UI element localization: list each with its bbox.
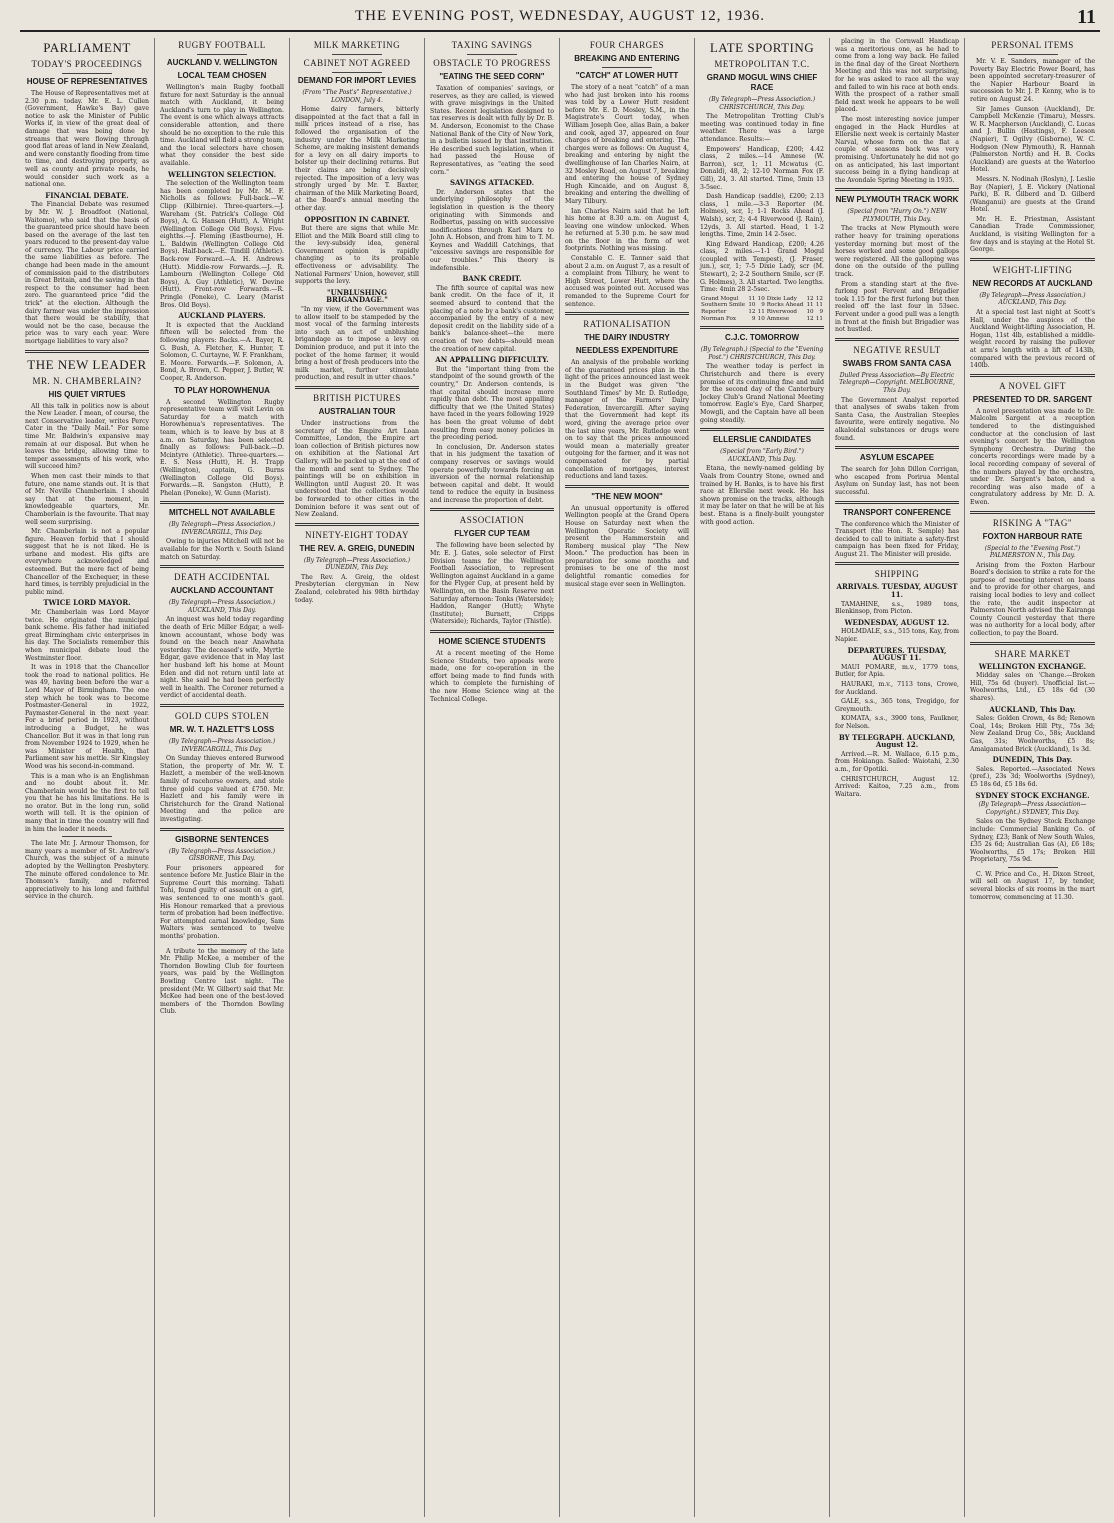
section-heading: DUNEDIN, This Day. (992, 755, 1073, 765)
results-cell: 12 (815, 295, 823, 302)
divider (835, 338, 959, 341)
column-four-charges (560, 38, 695, 1517)
article-paragraph: When men cast their minds to that future, one name stands out. It is that of Mr. Neville Chamberlain. I should say that at the moment, in knowledgeable quarters, Mr. Chamberlain is the favourite. That may well seem surprising. (25, 472, 149, 526)
article-paragraph: Midday sales on 'Change.—Broken Hill, 75s 6d (buyer). Unofficial list.—Woolworths, Ltd., £5 18s 6d (30 shares). (970, 672, 1095, 702)
section-heading: AUCKLAND PLAYERS. (178, 311, 266, 321)
headline-gisborne: GISBORNE SENTENCES (175, 834, 269, 844)
subhead-chamberlain: MR. N. CHAMBERLAIN? (32, 375, 142, 386)
article-paragraph: Mr. V. E. Sanders, manager of the Poverty Bay Electric Power Board, has been appointed secretary-treasurer of the Napier Harbour Board in succession to Mr. J. P. Kenny, who is to retire on August 24. (970, 58, 1095, 103)
headline-ellerslie: ELLERSLIE CANDIDATES (712, 435, 812, 445)
subhead-accountant: AUCKLAND ACCOUNTANT (170, 586, 274, 596)
article-paragraph: Messrs. N. Nodinah (Roslyn), J. Leslie Bay (Napier), J. E. Vickery (National Park), B. R. Gilberd and D. Gilberd (Wanganui) are guests at the Grand Hotel. (970, 175, 1095, 214)
headline-weight-lifting: WEIGHT-LIFTING (992, 264, 1073, 275)
article-paragraph: Taxation of companies' savings, or reserves, as they are called, is viewed with grave misgivings in the United States. Recent legislation designed to tax reserves is dealt with fully by Dr. B. M. Anderson, Economist to the Chase National Bank of the City of New York, in a bulletin issued by that institution. He described such legislation, when it had passed the House of Representatives, as "eating the seed corn." (430, 85, 554, 176)
article-paragraph: The Metropolitan Trotting Club's meeting was continued today in fine weather. There was a large attendance. Results:— (700, 113, 824, 143)
headline-parliament: PARLIAMENT (43, 40, 131, 55)
divider (430, 508, 554, 511)
dateline: Dulled Press Association—By Electric Telegraph—Copyright. MELBOURNE, This Day. (839, 371, 955, 394)
results-cell: Dixie Lady (766, 295, 797, 302)
headline-death-accidental: DEATH ACCIDENTAL (173, 572, 271, 583)
results-cell: 9 (751, 315, 756, 322)
masthead (20, 6, 1100, 32)
headline-new-leader: THE NEW LEADER (27, 356, 147, 372)
shipping-heading: DEPARTURES. TUESDAY, AUGUST 11. (847, 645, 947, 663)
article-paragraph: A tribute to the memory of the late Mr. Philip McKee, a member of the Thorndon Bowling Club for fourteen years, was paid by the Wellington Bowling Centre last night. The president (Mr. W. Gilbert) said that Mr. McKee had been one of the best-loved members of the Thorndon Bowling Club. (160, 947, 284, 1016)
shipping-entry: TAMAHINE, s.s., 1989 tons, Blenkinsop, from Picton. (835, 600, 959, 616)
subhead-catch: "CATCH" AT LOWER HUTT (575, 71, 679, 80)
subhead-obstacle: OBSTACLE TO PROGRESS (433, 58, 551, 68)
divider (970, 511, 1095, 514)
subhead-dairy: THE DAIRY INDUSTRY (584, 333, 670, 343)
article-paragraph: King Edward Handicap, £200; 4.26 class, 2 miles.—1-1 Grand Mogul (coupled with Tempest), (J. Fraser, jun.), scr, 1; 7-5 Dixie Lady, scr (M. Stewart), 2; 2-2 Southern Smile, scr (F. G. Holmes), 3. All started. Two lengths. Time: 4min 28 2-5sec. (700, 240, 824, 294)
divider (197, 944, 247, 945)
headline-british-pictures: BRITISH PICTURES (313, 392, 401, 403)
divider (25, 350, 149, 353)
dateline: (By Telegraph—Press Association.) AUCKLAND, This Day. (979, 291, 1086, 307)
column-personal-items (965, 38, 1100, 1517)
article-paragraph: The story of a neat "catch" of a man who had just broken into his rooms was told by a Lower Hutt resident before Mr. E. D. Mosley, S.M., in the Magistrate's Court today, when William Joseph Gee, alias Bain, a baker and cook, aged 37, appeared on four charges of breaking and entering. The charges were as follows: On August 4, breaking and entering by night the dwellinghouse of Ian Charles Nairn, at 32 Mosley Road, on August 7, breaking and entering the house of Sydney Hugh Kincaide, and on August 8, breaking and entering the dwelling of Mary Tilbury. (565, 84, 689, 205)
article-paragraph: Owing to injuries Mitchell will not be available for the North v. South Island match on Saturday. (160, 538, 284, 561)
divider (700, 428, 824, 431)
headline-ninety-eight: NINETY-EIGHT TODAY (305, 529, 409, 540)
divider (565, 485, 689, 488)
divider (970, 642, 1095, 645)
results-cell: Reporter (701, 309, 727, 316)
dateline: (By Telegraph—Press Association.) DUNEDIN, This Day. (303, 556, 411, 572)
results-cell: 10 (748, 302, 756, 309)
divider (160, 565, 284, 568)
article-paragraph: It was in 1918 that the Chancellor took the road to national politics. He was 49, having been before the war a Lord Mayor of Birmingham. The one step which he took was to become Postmaster-General in 1922, Paymaster-General in the next year. For a brief period in 1923, without introducing a Budget, he was Chancellor. But it was in that long run from November 1924 to 1929, when he was Minister of Health, that Parliament saw his mettle. Sir Kingsley Wood was his second-in-command. (25, 664, 149, 770)
subhead-sargent: PRESENTED TO DR. SARGENT (972, 394, 1093, 404)
headline-mitchell: MITCHELL NOT AVAILABLE (169, 508, 275, 518)
article-paragraph: But the "important thing from the standpoint of the sound growth of the country," Dr. Anderson contends, is that capital should increase more rapidly than debt. The most appalling difficulty that we (the United States) have faced in the years following 1929 has been the great volume of debt resulting from easy money policies in the preceding period. (430, 365, 554, 442)
column-parliament (20, 38, 155, 1517)
results-cell: 11 (757, 309, 765, 316)
dateline: (By Telegraph—Press Association.) CHRISTCHURCH, This Day. (708, 96, 816, 111)
article-paragraph: Dash Handicap (saddle), £200; 2.13 class, 1 mile.—3-3 Reporter (M. Holmes), scr, 1; 1-1 Rocks Ahead (J. Walsh), scr, 2; 4-4 Riverwood (J. Rain), 12yds, 3. All started. Head, 1 1-2 lengths. Time, 2min 14 2-5sec. (700, 193, 824, 239)
article-paragraph: The fifth source of capital was new bank credit. On the face of it, it seemed absurd to contend that the placing of a note by a bank's customer, accompanied by the entry of a new deposit credit on the liability side of a bank's balance-sheet—the mere creation of two debts—should mean the creation of new capital. (430, 284, 554, 353)
headline-novel-gift: A NOVEL GIFT (999, 380, 1066, 391)
dateline: (By Telegraph—Press Association.) INVERCARGILL, This Day. (168, 737, 276, 753)
shipping-entry: CHRISTCHURCH, August 12. Arrived: Kaitoa, 7.25 a.m., from Waitara. (835, 775, 959, 798)
headline-association: ASSOCIATION (459, 515, 525, 526)
article-paragraph: Sales. Reported.—Associated News (pref.), 23s 3d; Woolworths (Sydney), £5 18s 6d, £5 18s 6d. (970, 765, 1095, 788)
headline-new-plymouth: NEW PLYMOUTH TRACK WORK (835, 195, 959, 205)
divider (602, 67, 652, 68)
article-paragraph: "In my view, if the Government was to allow itself to be stampeded by the most vocal of the farming interests into such an act of unblushing brigandage as to impose a levy on Dominion produce, and put it into the pocket of the home farmer, it would bring a host of fresh producers into the milk market, further stimulate production, and result in utter chaos." (295, 306, 419, 382)
article-paragraph: Sir James Gunson (Auckland), Dr. Campbell McKenzie (Timaru), Messrs. W. R. Macpherson (Auckland), C. Lucas and J. Bullin (Hastings), F. Leeson (Napier), T. Ogilvy (Gisborne), W. C. Hodgson (New Plymouth), R. Hannah (Palmerston North) and H. B. Cocks (Auckland) are guests at the Waterloo Hotel. (970, 105, 1095, 174)
results-cell: 12 (806, 295, 814, 302)
section-heading: WELLINGTON EXCHANGE. (978, 661, 1087, 671)
results-cell: 10 (757, 315, 765, 322)
column-sporting-cont (830, 38, 965, 1517)
results-cell: 11 (815, 315, 823, 322)
subhead-team-chosen: LOCAL TEAM CHOSEN (177, 71, 267, 80)
column-late-sporting (695, 38, 830, 1517)
shipping-entry: MAUI POMARE, m.v., 1779 tons, Butler, for Apia. (835, 663, 959, 679)
article-paragraph: The late Mr. J. Armour Thomson, for many years a member of St. Andrew's Church, was the subject of a minute adopted by the Wellington Presbytery. The minute offered condolence to Mr. Thomson's family, and referred appreciatively to his long and faithful service in the church. (25, 840, 149, 901)
headline-milk-marketing: MILK MARKETING (313, 40, 401, 50)
dateline: (Special to the "Evening Post.") PALMERSTON N., This Day. (984, 544, 1081, 560)
headline-personal-items: PERSONAL ITEMS (991, 40, 1074, 50)
article-paragraph: The conference which the Minister of Transport (the Hon. R. Semple) has decided to call to initiate a safety-first campaign has been fixed for Friday, August 21. The Minister will preside. (835, 520, 959, 558)
dateline: (By Telegraph—Press Association.) GISBORNE, This Day. (168, 847, 276, 863)
results-cell: Riverwood (766, 309, 798, 316)
headline-risking-tag: RISKING A "TAG" (992, 517, 1073, 528)
headline-share-market: SHARE MARKET (994, 648, 1071, 659)
column-milk (290, 38, 425, 1517)
divider (565, 312, 689, 315)
article-paragraph: Dr. Anderson states that the underlying philosophy of the legislation in question is the theory originating with Simmonds and Rodbertus, passing on with successive modifications through Karl Marx to John A. Hobson, and from him to T. M. Keynes and Waddill Catchings, that "excessive savings are responsible for our troubles." This theory is indefensible. (430, 188, 554, 272)
subhead-todays-proceedings: TODAY'S PROCEEDINGS (31, 59, 143, 69)
article-paragraph: Arising from the Foxton Harbour Board's decision to strike a rate for the purpose of meeting interest on loans and to provide for other charges, and raising local bodies to levy and collect the rate, the audit inspector at Palmerston North advised the Kairanga County Council yesterday that there was no authority for a local body, after collection, to pay the Board. (970, 561, 1095, 638)
article-paragraph: The weather today is perfect in Christchurch and there is every promise of its continuing fine and mild for the second day of the Canterbury Jockey Club's Grand National Meeting tomorrow. Eagle's Eye, Card Sharper, Mowgli, and the Captain have all been going steadily. (700, 363, 824, 424)
article-paragraph: placing in the Cornwall Handicap was a meritorious one, as he had to come from a long way back. He failed in the final day of the Great Northern Meeting and this was not surprising, for he was asked to race all the way and failed to win his race at both ends. With the prospect of a rather small field next week he appears to be well placed. (835, 38, 959, 114)
dateline: (By Telegraph—Press Association.) AUCKLAND, This Day. (168, 599, 276, 614)
results-cell: 9 (819, 309, 823, 316)
dateline: (By Telegraph—Press Association—Copyright.) SYDNEY, This Day. (978, 801, 1087, 816)
article-paragraph: Wellington's main Rugby football fixture for next Saturday is the annual match with Auckland, it being Auckland's turn to play in Wellington. The event is one which always attracts considerable attention, and there should be no exception to the rule this time. Auckland will field a strong team, and the local selectors have chosen what they consider the best side available. (160, 84, 284, 167)
results-cell: 10 (806, 309, 814, 316)
article-paragraph: Ian Charles Nairn said that he left his home at 8.30 a.m. on August 4, leaving one window unlocked. When he returned at 5.30 p.m. he saw mud on the floor in the form of wet footprints. Nothing was missing. (565, 207, 689, 253)
article-paragraph: The Government Analyst reported that analyses of swabs taken from Santa Casa, the Australian Steeples favourite, were entirely negative. No alkaloidal substances or drugs were found. (835, 396, 959, 442)
subhead-import-levies: DEMAND FOR IMPORT LEVIES (297, 76, 417, 85)
article-paragraph: The search for John Dillon Corrigan, who escaped from Porirua Mental Asylum on Sunday last, has not been successful. (835, 466, 959, 496)
subhead-santa-casa: SWABS FROM SANTA CASA (842, 358, 952, 368)
section-heading: SAVINGS ATTACKED. (449, 178, 535, 188)
article-paragraph: Constable C. E. Tanner said that about 2 a.m. on August 7, as a result of a complaint from Tilbury, he went to High Street, Lower Hutt, where the accused was pointed out. Accused was remanded to the Supreme Court for sentence. (565, 255, 689, 308)
shipping-heading: WEDNESDAY, AUGUST 12. (844, 617, 950, 627)
section-heading: AN APPALLING DIFFICULTY. (435, 355, 549, 365)
subhead-needless: NEEDLESS EXPENDITURE (575, 346, 679, 356)
headline-taxing-savings: TAXING SAVINGS (451, 40, 533, 50)
divider (835, 446, 959, 449)
subhead-seed-corn: "EATING THE SEED CORN" (439, 72, 545, 81)
results-cell: 9 (761, 302, 765, 309)
headline-rationalisation: RATIONALISATION (583, 319, 671, 330)
section-heading: BANK CREDIT. (462, 274, 522, 284)
subhead-new-records: NEW RECORDS AT AUCKLAND (972, 278, 1093, 288)
results-row (700, 302, 824, 309)
results-cell: 12 (748, 309, 756, 316)
article-paragraph: The selection of the Wellington team has been completed by Mr. M. F. Nicholls as follows: Full-back.—W. Clipp (Kilbirnie). Three-quarters.—J. Wareham (St. Patrick's College Old Boys), A. G. Hansen (Hutt), A. Wright (Wellington College Old Boys). Five-eighths.—J. Fleming (Eastbourne), H. L. Baldwin (Wellington College Old Boys). Half-back.—E. Tindill (Athletic). Back-row Forward.—A. H. Andrews (Hutt). Middle-row Forwards.—J. R. Lambourn (Wellington College Old Boys), A. Guy (Athletic), W. Devine (Hutt). Front-row Forwards.—R. Pringle (Poneke), C. Leary (Marist Bros. Old Boys). (160, 180, 284, 309)
subhead-house: HOUSE OF REPRESENTATIVES (26, 77, 148, 86)
shipping-entry: HAURAKI, m.v., 7113 tons, Crowe, for Auckland. (835, 681, 959, 696)
results-row (700, 316, 824, 323)
headline-asylum: ASYLUM ESCAPEE (859, 453, 935, 463)
article-paragraph: An unusual opportunity is offered Wellington people at the Grand Opera House on Saturday next when the Wellington Operatic Society will present the Hammerstein and Romberg musical play "The New Moon." The production has been in preparation for some months and promises to be one of the most delightful romantic comedies for musical stage ever seen in Wellington. (565, 504, 689, 588)
headline-new-moon: "THE NEW MOON" (591, 491, 663, 501)
headline-four-charges: FOUR CHARGES (589, 40, 665, 50)
subhead-breaking-entering: BREAKING AND ENTERING (574, 54, 680, 63)
article-paragraph: Empowers' Handicap, £200; 4.42 class, 2 miles.—14 Amnese (W. Barron), scr, 1; 11 Mcwatus (C. Donald), 48, 2; 12-10 Norman Fox (F. Gill), 24, 3. All started. Time, 5min 13 3-5sec. (700, 145, 824, 191)
article-paragraph: The most interesting novice jumper engaged in the Hack Hurdles at Ellerslie next week is certainly Master Narval, whose form on the flat a couple of seasons back was very promising. Unfortunately he did not go on as anticipated, his last important success being in a flying handicap at the Avondale Spring Meeting in 1935. (835, 115, 959, 184)
article-paragraph: An analysis of the probable working of the guaranteed prices plan in the light of the prices announced last week in the Budget was given "the Southland Times" by Mr. D. Rutledge, manager of the Farmers' Dairy Federation, Invercargill. After saying that the Government had kept its word, giving the average price over the last nine years, Mr. Rutledge went on to say that the prices announced would mean a materially greater outgoing for the farmer, and it was not compensated for by partial cancellation of mortgages, interest reductions and land taxes. (565, 359, 689, 481)
divider (835, 501, 959, 504)
article-paragraph: But there are signs that while Mr. Elliot and the Milk Board still cling to the levy-subsidy idea, general Government opinion is rapidly changing as to its probable effectiveness or advisability. The National Farmers' Union, however, still supports the levy. (295, 225, 419, 286)
dateline: (Special from "Hurry On.") NEW PLYMOUTH, This Day. (847, 208, 947, 223)
headline-transport: TRANSPORT CONFERENCE (842, 507, 951, 517)
results-table (700, 296, 824, 322)
divider (62, 73, 112, 74)
results-cell: 10 (757, 295, 765, 302)
article-paragraph: It is expected that the Auckland fifteen will be selected from the following players: Backs.—A. Bayer, R. G. Bush, A. Fletcher, K. Hunter, T. Solomon, C. Curtayne, W. F. Frankham, E. Moore. Forwards.—F. Solomon, A. Bond, A. Brown, C. Pepper, J. Butler, W. Cooper, R. Anderson. (160, 321, 284, 382)
shipping-heading: BY TELEGRAPH. AUCKLAND, August 12. (838, 732, 956, 750)
headline-late-sporting: LATE SPORTING (709, 40, 815, 55)
article-paragraph: The Rev. A. Greig, the oldest Presbyterian clergyman in New Zealand, celebrated his 98th birthday today. (295, 573, 419, 604)
subhead-cabinet: CABINET NOT AGREED (303, 58, 411, 68)
subhead-foxton: FOXTON HARBOUR RATE (982, 531, 1083, 541)
article-paragraph: Under instructions from the secretary of the Empire Art Loan Committee, London, the Empire art loan collection of British pictures now on exhibition at the National Art Gallery, will be packed up at the end of the month and sent to Sydney. The paintings will be on exhibition in Wellington until August 20. It was understood that the collection would be forwarded to other cities in the Dominion before it was sent out of New Zealand. (295, 419, 419, 519)
divider (835, 188, 959, 191)
subhead-greig: THE REV. A. GREIG, DUNEDIN (299, 543, 415, 553)
section-heading: SYDNEY STOCK EXCHANGE. (975, 790, 1090, 800)
divider (430, 630, 554, 633)
divider (332, 72, 382, 73)
article-paragraph: Home dairy farmers, bitterly disappointed at the fact that a fall in milk prices instead of a rise, has followed the organisation of the industry under the Milk Marketing Scheme, are making insistent demands for a levy on all dairy imports to bolster up their declining returns. But their claims are being decisively rejected. The imposition of a levy was strongly urged by Mr. T. Baxter, chairman of the Milk Marketing Board, at the Board's annual meeting the other day. (295, 106, 419, 212)
masthead-title: THE EVENING POST, WEDNESDAY, AUGUST 12, 1936. (354, 8, 766, 24)
article-paragraph: At a recent meeting of the Home Science Students, two appeals were made, one for co-operation in the effort being made to find funds with which to complete the furnishing of the new Home Science wing at the Technical College. (430, 650, 554, 703)
subhead-grand-mogul: GRAND MOGUL WINS CHIEF RACE (706, 73, 818, 92)
divider (970, 374, 1095, 377)
divider (700, 326, 824, 329)
results-row (700, 296, 824, 303)
section-heading: AUCKLAND, This Day. (989, 704, 1076, 714)
divider (160, 704, 284, 707)
headline-negative-result: NEGATIVE RESULT (853, 344, 941, 355)
article-paragraph: The tracks at New Plymouth were rather heavy for training operations yesterday morning but most of the horses worked and some good gallops were registered. All the galloping was done on the outside of the pulling track. (835, 225, 959, 279)
results-cell: Norman Fox (701, 315, 737, 322)
shipping-entry: HOLMDALE, s.s., 515 tons, Kay, from Napier. (835, 628, 959, 644)
article-paragraph: Sales: Golden Crown, 4s 8d; Renown Coal, 14s; Broken Hill Pty., 75s 3d; New Zealand Drug Co., 58s; Auckland Gas, 31s; Woolworths, £5 8s; Amalgamated Brick (Auckland), 1s 3d. (970, 715, 1095, 753)
results-cell: Southern Smile (701, 302, 746, 309)
divider (160, 828, 284, 831)
dateline: (By Telegraph.) (Special to the "Evening Post.") CHRISTCHURCH, This Day. (700, 346, 824, 361)
article-paragraph: The following have been selected by Mr. E. J. Gates, sole selector of First Division teams for the Wellington Football Association, to represent Wellington against Auckland in a game for the Flyger Cup, at present held by Wellington, on the Basin Reserve next Saturday afternoon: Tonks (Waterside); Haddon, Ranger (Hutt); Whyte (Institute); Burnett, Cripps (Waterside); Richards, Taylor (Thistle). (430, 542, 554, 626)
article-paragraph: From a standing start at the five-furlong post Fervent and Brigadier took 1.15 for the first furlong but then reeled off the last four in 53sec. Fervent under a good pull was a length in front at the finish but Brigadier was not hustled. (835, 280, 959, 334)
shipping-heading: ARRIVALS. TUESDAY, AUGUST 11. (836, 582, 958, 600)
divider (467, 54, 517, 55)
section-heading: "UNBLUSHING BRIGANDAGE." (326, 287, 388, 305)
article-paragraph: A second Wellington Rugby representative team will visit Levin on Saturday for a match with Horowhenua's representatives. The team, which is to leave by bus at 8 a.m. on Saturday, has been selected finally as follows: Full-back.—D. Mcintyre (Athletic). Three-quarters.—E. S. Ness (Hutt), H. H. Trapp (Wellington), captain, G. Burns (Wellington College Old Boys). Forwards.—R. Sangston (Hutt), P. Phelan (Poneke), W. Gunn (Marist). (160, 398, 284, 497)
subhead-hazlett: MR. W. T. HAZLETT'S LOSS (169, 724, 275, 734)
headline-shipping: SHIPPING (874, 569, 920, 580)
results-cell: 11 (748, 295, 756, 302)
results-cell: 11 (806, 302, 814, 309)
article-paragraph: C. W. Price and Co., H. Dixon Street, will sell on August 17, by tender, several blocks of six rooms in the mart tomorrow, commencing at 11.30. (970, 870, 1095, 901)
article-paragraph: Mr. H. E. Priestman, Assistant Canadian Trade Commissioner, Auckland, is visiting Wellington for a few days and is staying at the Hotel St. George. (970, 215, 1095, 254)
article-paragraph: This is a man who is an Englishman and no doubt about it. Mr. Chamberlain would be the first to tell you that he has his limitations. He is no orator. But in the long run, solid worth will tell. It is the opinion of many that in time the country will find in him the leader it needs. (25, 772, 149, 833)
divider (332, 54, 382, 55)
subhead-australian-tour: AUSTRALIAN TOUR (318, 406, 396, 416)
shipping-entry: KOMATA, s.s., 3900 tons, Faulkner, for Nelson. (835, 715, 959, 730)
subhead-quiet-virtues: HIS QUIET VIRTUES (48, 389, 126, 399)
article-paragraph: All this talk in politics now is about the New Leader. I mean, of course, the next Conservative leader, writes Percy Cater in the "Daily Mail." For some time Mr. Baldwin's expansive may remain at our disposal. But when he leaves the bridge, allowing time to temper assessments of his work, who will succeed him? (25, 402, 149, 471)
article-paragraph: Mr. Chamberlain was Lord Mayor twice. He originated the municipal bank scheme. His father had initiated great Birmingham civic enterprises in his day. The Socialists remember this when municipal debate loud the Westminster floor. (25, 609, 149, 662)
headline-horowhenua: TO PLAY HOROWHENUA (174, 385, 270, 395)
article-paragraph: Mr. Chamberlain is not a popular figure. Heaven forbid that I should suggest that he is not liked. He is urbane and modest. His gifts are everywhere acknowledged and esteemed. But the mere fact of being Chancellor of the Exchequer, in these hard times, is terribly prejudicial in the public mind. (25, 528, 149, 596)
shipping-entry: Arrived.—R. M. Wallace, 6.15 p.m., from Hokianga. Sailed: Waiotahi, 2.30 a.m., for Opotiki. (835, 750, 959, 773)
divider (1008, 54, 1058, 55)
divider (160, 501, 284, 504)
page-number: 11 (1077, 6, 1096, 28)
divider (835, 562, 959, 565)
article-paragraph: The House of Representatives met at 2.30 p.m. today. Mr. E. L. Cullen (Government, Hawke's Bay) gave notice to ask the Minister of Public Works if, in view of the great deal of damage that was being done by streams that were flowing through good flat areas of land in New Zealand, and were constantly flooding from time to time, and destroying property, as well as county and private roads, he would consider such work as a national one. (25, 90, 149, 189)
headline-gold-cups: GOLD CUPS STOLEN (174, 710, 270, 721)
divider (62, 836, 112, 837)
results-cell: 11 (815, 302, 823, 309)
divider (295, 386, 419, 389)
results-cell: 12 (806, 315, 814, 322)
divider (970, 258, 1095, 261)
article-paragraph: At a special test last night at Scott's Hall, under the auspices of the Auckland Weight-lifting Association, H. Hogan, 11st 4lb, established a middle-weight record by raising the pullover at arm's length with a lift of 143lb, compared with the previous record of 140lb. (970, 309, 1095, 370)
section-heading: WELLINGTON SELECTION. (167, 169, 277, 179)
article-paragraph: Sales on the Sydney Stock Exchange include: Commercial Banking Co. of Sydney, £23; Bank of New South Wales, £35 2s 6d; Australian Gas (A), £6 18s; Woolworths, £5 17s; Broken Hill Proprietary, 75s 9d. (970, 818, 1095, 864)
divider (197, 54, 247, 55)
headline-rugby: RUGBY FOOTBALL (178, 40, 266, 50)
article-paragraph: On Sunday thieves entered Burwood Station, the property of Mr. W. T. Hazlett, a member of the well-known family of racehorse owners, and stole three gold cups valued at £750. Mr. Hazlett and his family were in Christchurch for the Grand National Meeting and the police are investigating. (160, 755, 284, 823)
headline-cjc-tomorrow: C.J.C. TOMORROW (724, 333, 800, 343)
article-paragraph: The Financial Debate was resumed by Mr. W. J. Broadfoot (National, Waitomo), who said that the basis of the guaranteed price should have been based on the average of the last ten years reduced to the present-day value of currency. The Labour price carried the same liabilities as before. The change had been made in the amount of commission paid to the distributors in Great Britain, and the saving in that respect to the consumer had been zero. The guaranteed price "did the trick" at the election. Although the dairy farmer was under the impression that there would be stability, that would not be the case, because the price was to vary each year. Were mortgage liabilities to vary also? (25, 201, 149, 345)
results-cell: Amnese (766, 315, 790, 322)
article-paragraph: Four prisoners appeared for sentence before Mr. Justice Blair in the Supreme Court this morning. Tahati Tohi, found guilty of assault on a girl, was sentenced to one month's gaol. His Honour remarked that a previous term of probation had been ineffective. For attempted carnal knowledge, Sam Walters was sentenced to twelve months' probation. (160, 864, 284, 941)
article-paragraph: An inquest was held today regarding the death of Eric Miller Edgar, a well-known accountant, whose body was found on the beach near Anawhata yesterday. The deceased's wife, Myrtle Edgar, gave evidence that in May last her husband left his home at Mount Eden and did not return until late at night. She said he had been perfectly well in health. The Coroner returned a verdict of accidental death. (160, 616, 284, 700)
dateline: (From "The Post's" Representative.) LONDON, July 4. (302, 89, 412, 104)
dateline: (Special from "Early Bird.") AUCKLAND, This Day. (720, 448, 804, 463)
divider (1008, 867, 1058, 868)
article-paragraph: A novel presentation was made to Dr. Malcolm Sargent at a reception tendered to the distinguished conductor at the conclusion of last evening's concert by the Wellington Symphony Orchestra. During the concerts recordings were made by a local recording company of several of the numbers played by the orchestra, under Dr. Sargent's baton, and a recording was also made of a congratulatory address by Mr. D. A. Ewen. (970, 407, 1095, 506)
results-row (700, 309, 824, 316)
section-heading: FINANCIAL DEBATE. (45, 190, 129, 200)
column-rugby (155, 38, 290, 1517)
column-taxing-savings (425, 38, 560, 1517)
divider (295, 523, 419, 526)
article-paragraph: Etana, the newly-named gelding by Vaals from Country Stone, owned and trained by H. Banks, is to have his first race at Ellerslie next week. He has shown promise on the tracks, although it may be later on that he will be at his best. Etana is a finely-built youngster with good action. (700, 465, 824, 526)
section-heading: OPPOSITION IN CABINET. (304, 214, 410, 224)
results-cell: Rocks Ahead (766, 302, 804, 309)
subhead-metropolitan: METROPOLITAN T.C. (714, 59, 810, 69)
subhead-flyger-cup: FLYGER CUP TEAM (454, 529, 530, 539)
section-heading: TWICE LORD MAYOR. (43, 598, 131, 608)
shipping-entry: GALE, s.s., 365 tons, Tregidgo, for Greymouth. (835, 698, 959, 713)
article-paragraph: In conclusion, Dr. Anderson states that in his judgment the taxation of company reserves or savings would operate powerfully towards forcing an inversion of the normal relationship between capital and debt. It would tend to reduce the equity in business and increase the proportion of debt. (430, 443, 554, 504)
dateline: (By Telegraph—Press Association.) INVERCARGILL, This Day. (168, 521, 276, 536)
subhead-auckland-wellington: AUCKLAND V. WELLINGTON (166, 58, 278, 67)
results-cell: Grand Mogul (701, 295, 739, 302)
headline-home-science: HOME SCIENCE STUDENTS (438, 637, 546, 646)
